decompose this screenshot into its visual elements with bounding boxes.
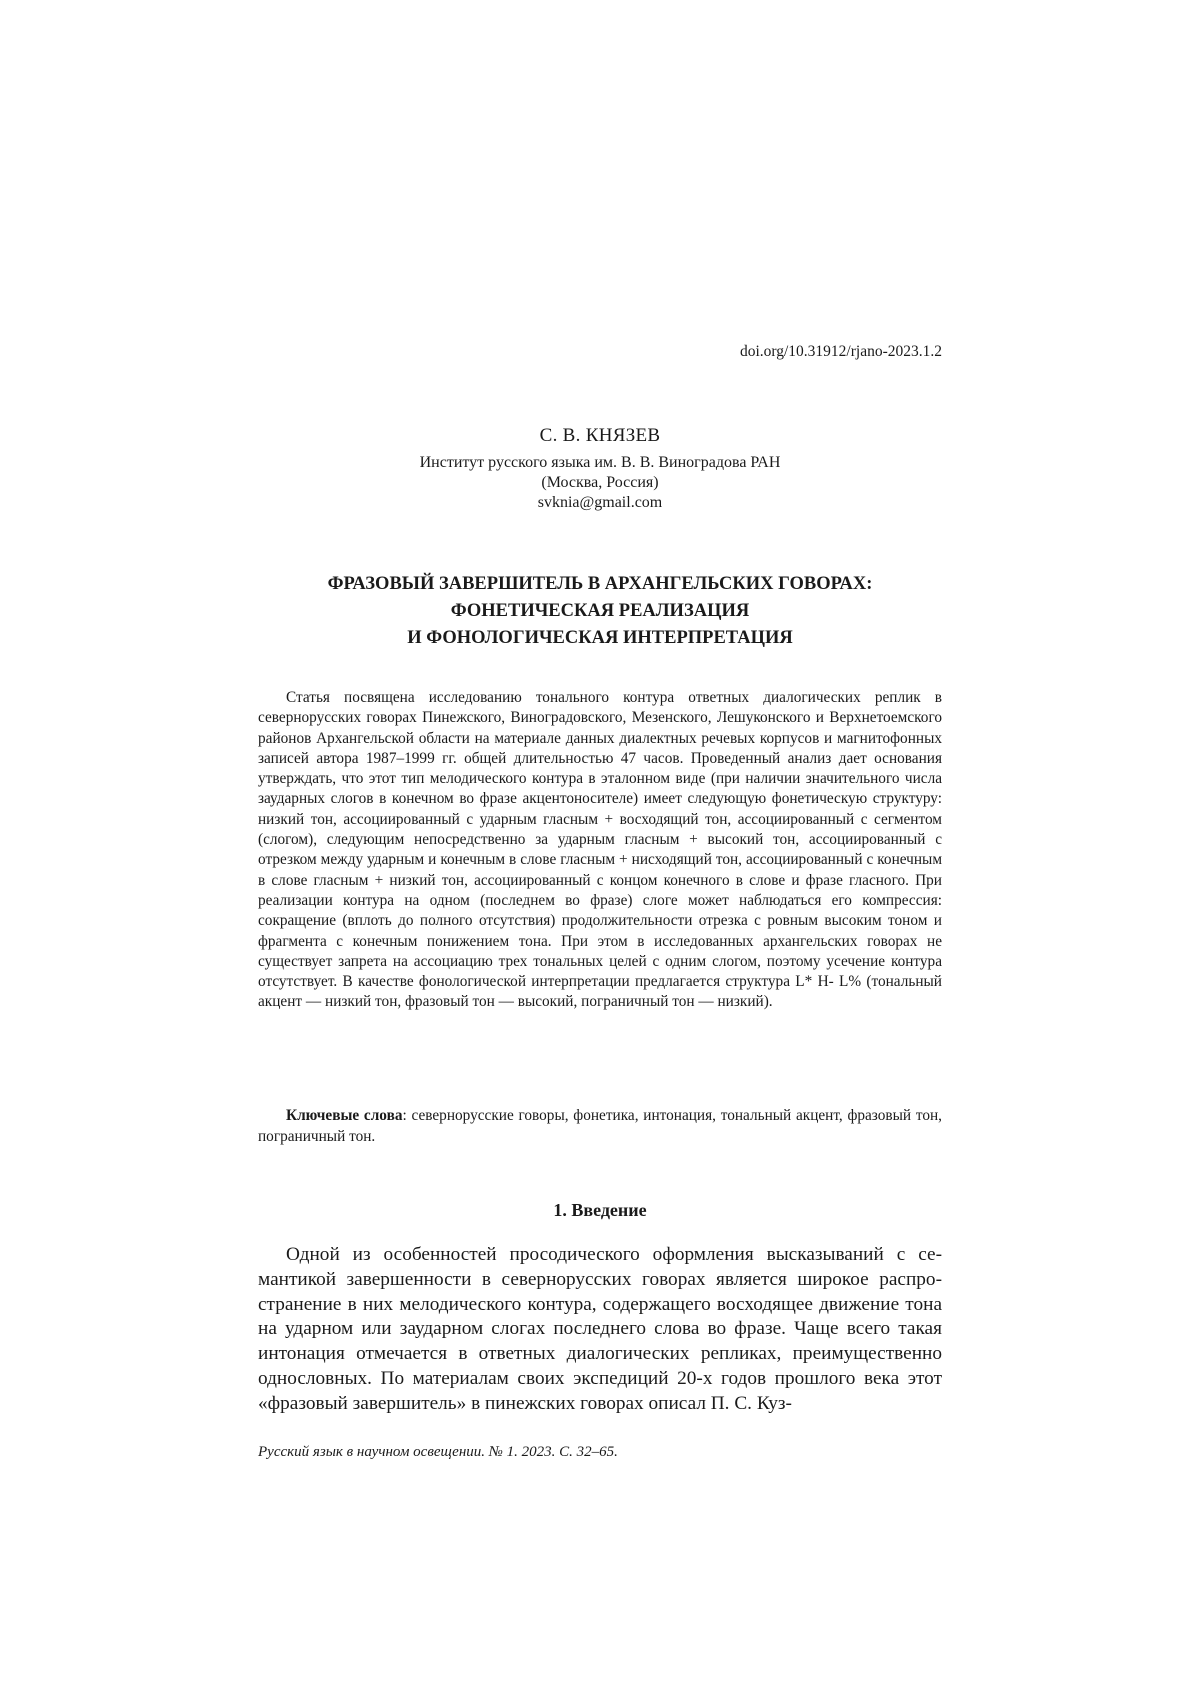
author-name: С. В. КНЯЗЕВ xyxy=(539,425,661,446)
article-title xyxy=(258,571,942,652)
location: (Москва, Россия) xyxy=(541,474,659,491)
author-block xyxy=(258,424,942,513)
keywords-label: Ключевые слова xyxy=(286,1107,403,1124)
institution: Институт русского языка им. В. В. Виноградова РАН xyxy=(419,454,781,471)
body-paragraph: Одной из особенностей просодического оформления высказываний с семантикой завершенности в севернорусских говорах является широкое распространение в них мелодического контура, содержащего восходящее движение тона на ударном или заударном слогах последнего слова во фразе. Чаще всего такая интонация отмечается в ответных диалогических репликах, преимущественно однословных. По материалам своих экспедиций 20-х годов прошлого века этот «фразовый завершитель» в пинежских говорах описал П. С. Куз- xyxy=(258,1244,942,1414)
affiliation xyxy=(258,453,942,513)
keywords xyxy=(258,1106,942,1147)
keywords-text: : севернорусские говоры, фонетика, интонация, тональный акцент, фразовый тон, пограничный тон. xyxy=(258,1107,942,1145)
title-line-1: ФРАЗОВЫЙ ЗАВЕРШИТЕЛЬ В АРХАНГЕЛЬСКИХ ГОВОРАХ: xyxy=(327,574,873,594)
abstract: Статья посвящена исследованию тонального контура ответных диалогических реплик в севернорусских говорах Пинежского, Виноградовского, Мезенского, Лешуконского и Верхнетоемского районов Архангельской области на материале данных диалектных речевых корпусов и магнитофонных записей автора 1987–1999 гг. общей длительностью 47 часов. Проведенный анализ дает основания утверждать, что этот тип мелодического контура в эталонном виде (при наличии значительного числа заударных слогов в конечном во фразе акцентоносителе) имеет следующую фонетическую структуру: низкий тон, ассоциированный с ударным гласным + восходящий тон, ассоциированный с сегментом (слогом), следующим непосредственно за ударным гласным + высокий тон, ассоциированный с отрезком между ударным и конечным в слове гласным + нисходящий тон, ассоциированный с конечным в слове гласным + низкий тон, ассоциированный с концом конечного в слове и фразе гласного. При реализации контура на одном (последнем во фразе) слоге может наблюдаться его компрессия: сокращение (вплоть до полного отсутствия) продолжительности отрезка с ровным высоким тоном и фрагмента с конечным понижением тона. При этом в исследованных архангельских говорах не существует запрета на ассоциацию трех тональных целей с одним слогом, поэтому усечение контура отсутствует. В качестве фонологической интерпретации предлагается структура L* H- L% (тональный акцент — низкий тон, фразовый тон — высокий, пограничный тон — низкий). xyxy=(258,689,942,1011)
title-line-2: ФОНЕТИЧЕСКАЯ РЕАЛИЗАЦИЯ xyxy=(450,601,750,621)
section-heading: 1. Введение xyxy=(553,1200,647,1220)
doi-link[interactable]: doi.org/10.31912/rjano-2023.1.2 xyxy=(739,343,942,360)
journal-citation: Русский язык в научном освещении. № 1. 2023. С. 32–65. xyxy=(258,1444,618,1460)
email[interactable]: svknia@gmail.com xyxy=(537,494,663,511)
title-line-3: И ФОНОЛОГИЧЕСКАЯ ИНТЕРПРЕТАЦИЯ xyxy=(407,628,793,648)
